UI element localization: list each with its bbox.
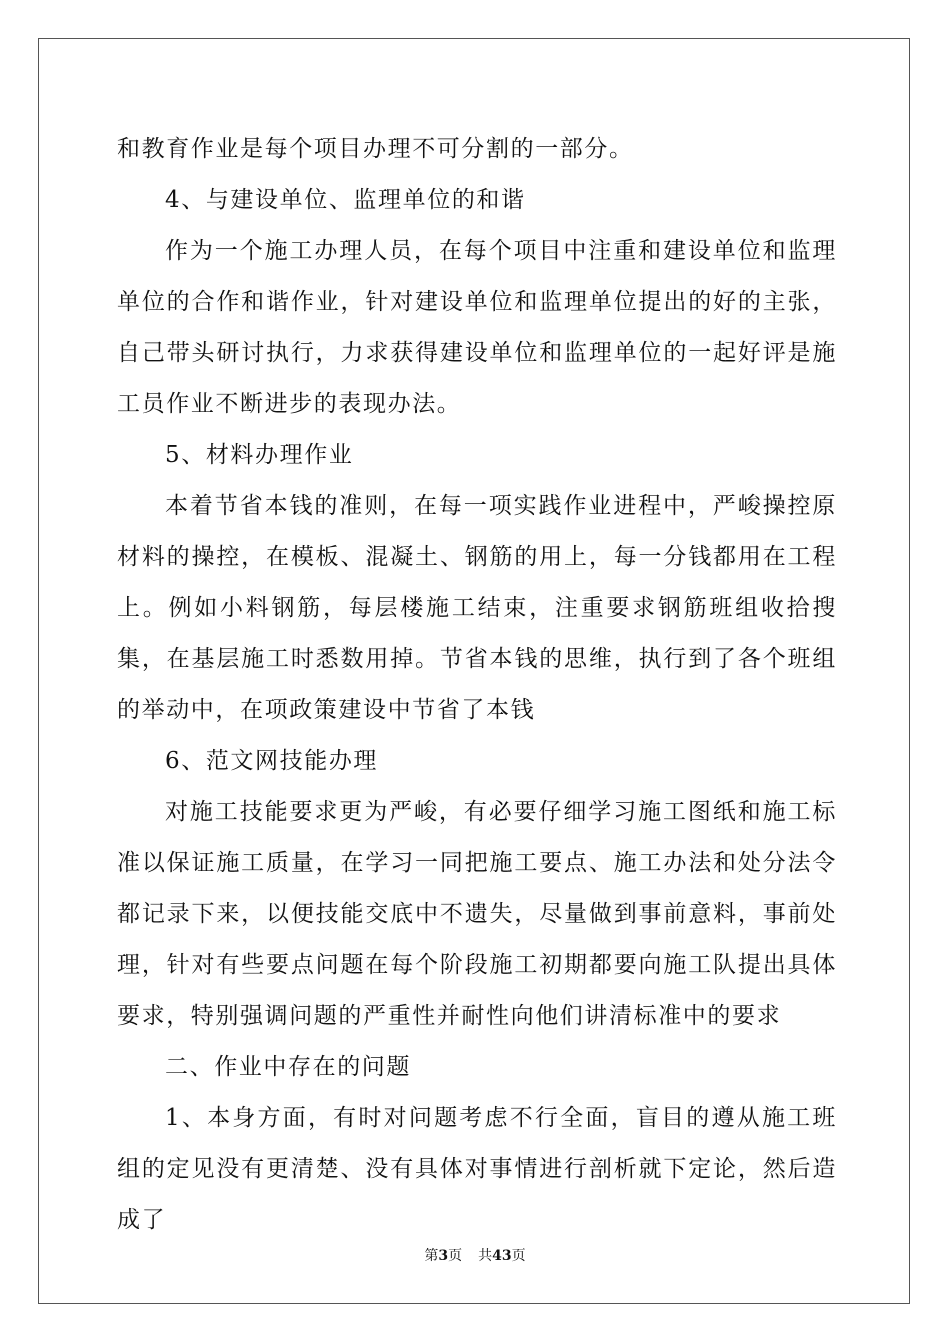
paragraph-technical: 对施工技能要求更为严峻，有必要仔细学习施工图纸和施工标准以保证施工质量，在学习一同把施工要点、施工办法和处分法令都记录下来，以便技能交底中不遗失，尽量做到事前意料，事前处理，针对有些要点问题在每个阶段施工初期都要向施工队提出具体要求，特别强调问题的严重性并耐性向他们讲清标准中的要求 bbox=[117, 799, 837, 1029]
footer-page-suffix: 页 bbox=[448, 1248, 463, 1264]
paragraph-coordination: 作为一个施工办理人员，在每个项目中注重和建设单位和监理单位的合作和谐作业，针对建设单位和监理单位提出的好的主张，自己带头研讨执行，力求获得建设单位和监理单位的一起好评是施工员作业不断进步的表现办法。 bbox=[117, 238, 837, 417]
footer-page-prefix: 第 bbox=[424, 1248, 439, 1264]
footer-page-number: 3 bbox=[438, 1248, 449, 1264]
paragraph-materials: 本着节省本钱的准则，在每一项实践作业进程中，严峻操控原材料的操控，在模板、混凝土、钢筋的用上，每一分钱都用在工程上。例如小料钢筋，每层楼施工结束，注重要求钢筋班组收拾搜集，在基层施工时悉数用掉。节省本钱的思维，执行到了各个班组的举动中，在项政策建设中节省了本钱 bbox=[117, 493, 837, 723]
footer-total-prefix: 共 bbox=[478, 1248, 493, 1264]
paragraph-1: 和教育作业是每个项目办理不可分割的一部分。 bbox=[117, 136, 634, 162]
document-body bbox=[117, 124, 837, 1246]
heading-problems: 二、作业中存在的问题 bbox=[165, 1054, 411, 1080]
heading-6-technical: 6、范文网技能办理 bbox=[165, 748, 379, 774]
heading-5-materials: 5、材料办理作业 bbox=[165, 442, 354, 468]
paragraph-problems: 1、本身方面，有时对问题考虑不行全面，盲目的遵从施工班组的定见没有更清楚、没有具体对事情进行剖析就下定论，然后造成了 bbox=[117, 1105, 837, 1233]
page-footer bbox=[0, 1246, 950, 1266]
footer-total-pages: 43 bbox=[492, 1248, 512, 1264]
footer-total-suffix: 页 bbox=[511, 1248, 526, 1264]
heading-4-coordination: 4、与建设单位、监理单位的和谐 bbox=[165, 187, 526, 213]
